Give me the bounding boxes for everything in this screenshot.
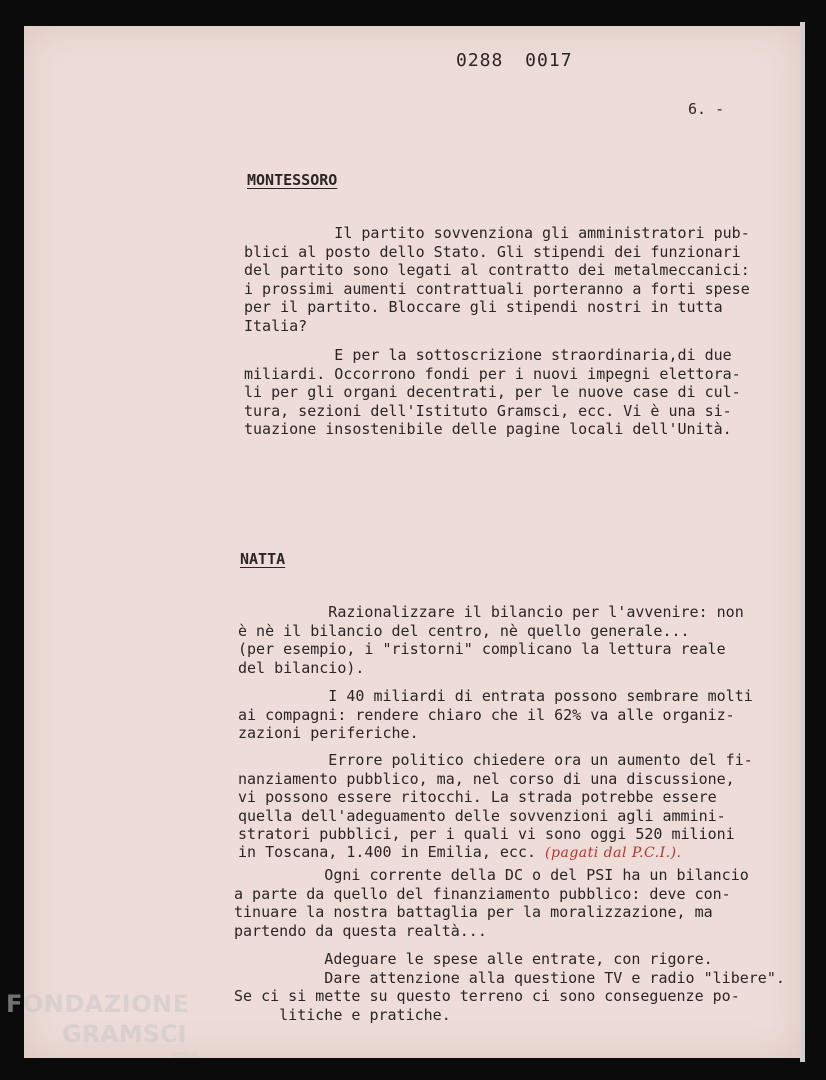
paragraph-montessoro-2: E per la sottoscrizione straordinaria,di due miliardi. Occorrono fondi per i nuovi impegni elettora- li per gli organi decentrati, per le nuove case di cul- tura, sezioni dell'Istituto Gramsci, ecc. Vi è una si- tuazione insostenibile delle pagine locali dell'Unità. (244, 346, 741, 438)
paragraph-natta-3-last-line-text: in Toscana, 1.400 in Emilia, ecc. (238, 843, 537, 861)
page-number: 6. - (688, 100, 725, 118)
watermark-line2: GRAMSCI (62, 1020, 187, 1048)
paragraph-natta-1: Razionalizzare il bilancio per l'avvenire: non è nè il bilancio del centro, nè quello generale... (per esempio, i "ristorni" complicano la lettura reale del bilancio). (238, 603, 744, 677)
fondazione-gramsci-watermark (6, 988, 206, 1080)
watermark-sub: onlus (172, 1050, 199, 1061)
paragraph-natta-4: Ogni corrente della DC o del PSI ha un bilancio a parte da quello del finanziamento pubblico: deve con- tinuare la nostra battaglia per la moralizzazione, ma partendo da questa realtà... (234, 866, 749, 940)
paragraph-natta-3: Errore politico chiedere ora un aumento del fi- nanziamento pubblico, ma, nel corso di una discussione, vi possono essere ritocchi. La strada potrebbe essere quella dell'adeguamento delle sovvenzioni agli ammini- stratori pubblici, per i quali vi sono oggi 520 milioni (238, 751, 753, 843)
document-number: 0288 0017 (456, 50, 573, 71)
section-heading-natta: NATTA (240, 550, 286, 568)
handwritten-annotation: (pagati dal P.C.I.). (545, 845, 682, 861)
paragraph-natta-3-last-line (238, 843, 682, 863)
paragraph-natta-2: I 40 miliardi di entrata possono sembrare molti ai compagni: rendere chiaro che il 62% va alle organiz- zazioni periferiche. (238, 687, 753, 742)
paragraph-natta-5: Adeguare le spese alle entrate, con rigore. Dare attenzione alla questione TV e radio "libere". Se ci si mette su questo terreno ci sono conseguenze po- litiche e pratiche. (234, 950, 785, 1024)
paragraph-montessoro-1: Il partito sovvenziona gli amministratori pub- blici al posto dello Stato. Gli stipendi dei funzionari del partito sono legati al contratto dei metalmeccanici: i prossimi aumenti contrattuali porteranno a forti spese per il partito. Bloccare gli stipendi nostri in tutta Italia? (244, 224, 750, 335)
section-heading-montessoro: MONTESSORO (247, 171, 338, 189)
watermark-line1: FONDAZIONE (6, 990, 190, 1018)
